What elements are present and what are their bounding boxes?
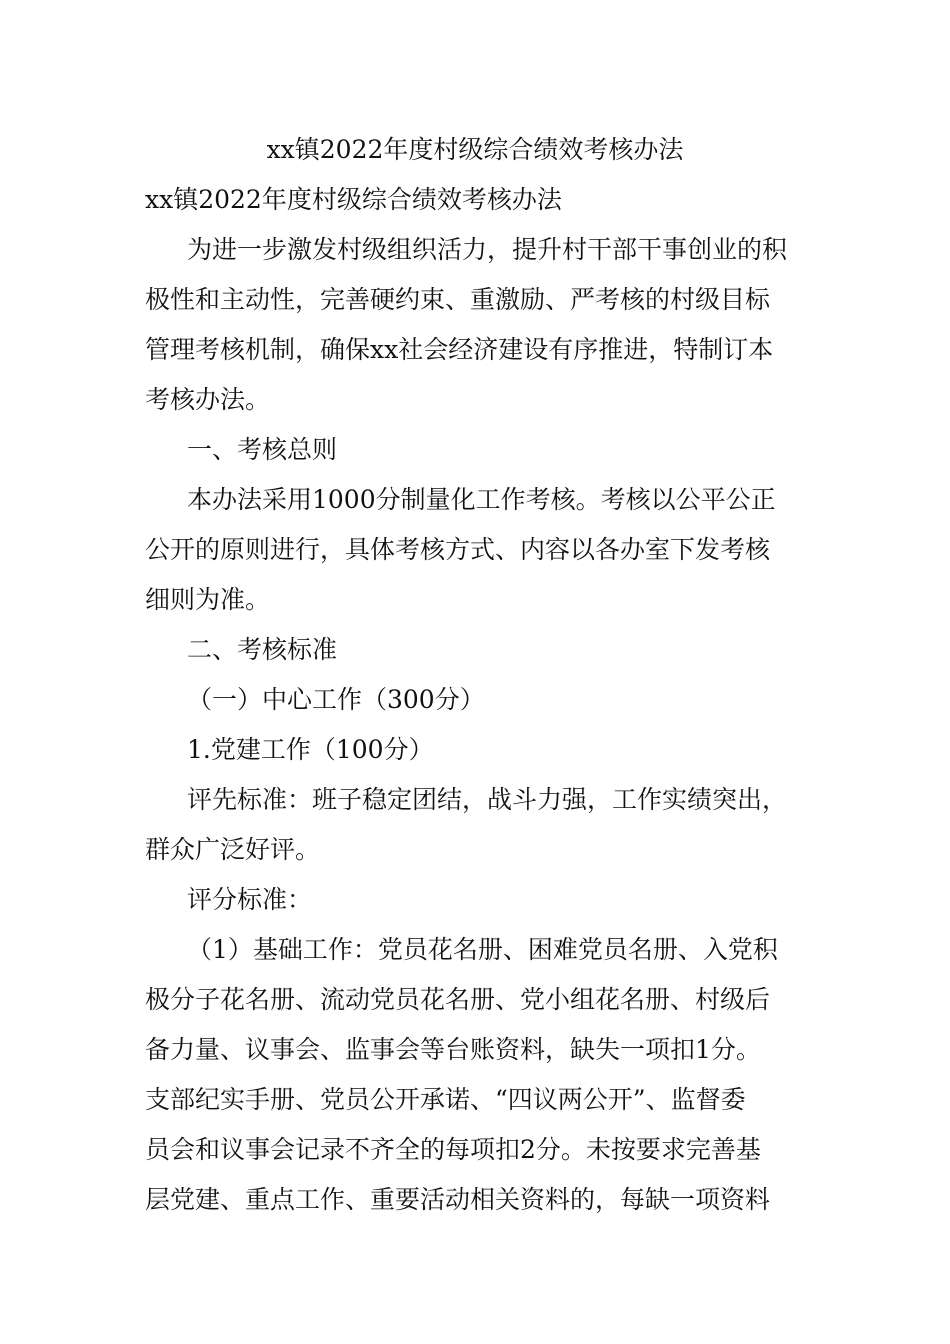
section-heading: 二、考核标准 xyxy=(187,635,338,664)
paragraph-line: 员会和议事会记录不齐全的每项扣2分。未按要求完善基 xyxy=(145,1135,761,1164)
paragraph-line: 细则为准。 xyxy=(145,585,271,614)
section-heading: 一、考核总则 xyxy=(187,435,338,464)
paragraph-line: 支部纪实手册、党员公开承诺、“四议两公开”、监督委 xyxy=(145,1085,746,1114)
paragraph-line: 公开的原则进行，具体考核方式、内容以各办室下发考核 xyxy=(145,535,771,564)
paragraph-line: 考核办法。 xyxy=(145,385,271,414)
document-title: xx镇2022年度村级综合绩效考核办法 xyxy=(266,135,684,164)
subsection-heading: （一）中心工作（300分） xyxy=(187,685,485,714)
paragraph-line: 评分标准： xyxy=(187,885,313,914)
paragraph-line: 群众广泛好评。 xyxy=(145,835,321,864)
item-heading: 1.党建工作（100分） xyxy=(187,735,434,764)
paragraph-line: 备力量、议事会、监事会等台账资料，缺失一项扣1分。 xyxy=(145,1035,761,1064)
paragraph-line: 评先标准：班子稳定团结，战斗力强，工作实绩突出， xyxy=(187,785,788,814)
paragraph-line: 本办法采用1000分制量化工作考核。考核以公平公正 xyxy=(187,485,776,514)
paragraph-line: 为进一步激发村级组织活力，提升村干部干事创业的积 xyxy=(187,235,788,264)
paragraph-line: （1）基础工作：党员花名册、困难党员名册、入党积 xyxy=(187,935,778,964)
document-subtitle: xx镇2022年度村级综合绩效考核办法 xyxy=(145,185,562,214)
paragraph-line: 极性和主动性，完善硬约束、重激励、严考核的村级目标 xyxy=(145,285,771,314)
paragraph-line: 管理考核机制，确保xx社会经济建设有序推进，特制订本 xyxy=(145,335,774,364)
paragraph-line: 层党建、重点工作、重要活动相关资料的，每缺一项资料 xyxy=(145,1185,771,1214)
paragraph-line: 极分子花名册、流动党员花名册、党小组花名册、村级后 xyxy=(145,985,771,1014)
